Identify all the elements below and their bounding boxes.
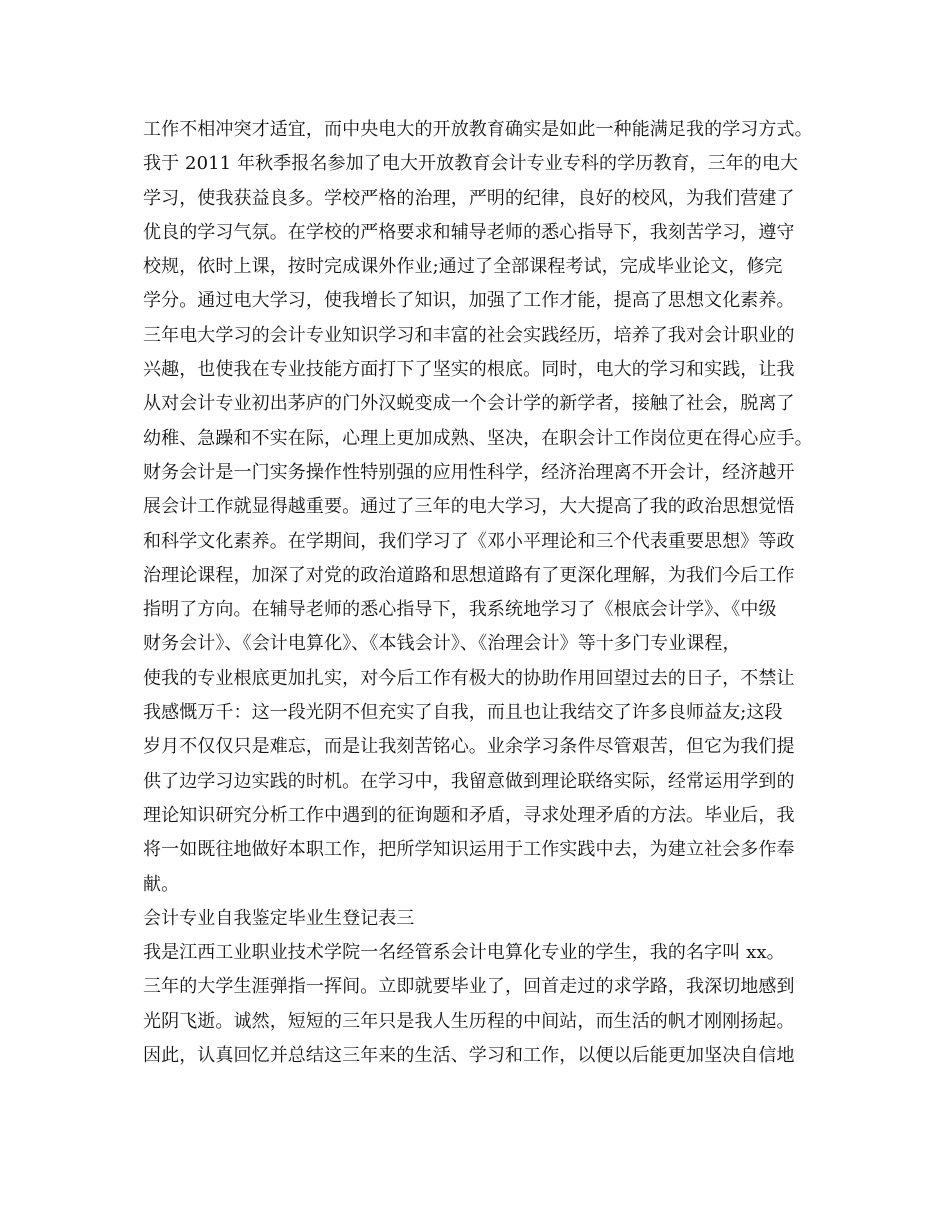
text-line: 供了边学习边实践的时机。在学习中，我留意做到理论联络实际，经常运用学到的	[143, 770, 795, 792]
text-line: 学分。通过电大学习，使我增长了知识，加强了工作才能，提高了思想文化素养。	[143, 290, 795, 312]
text-line: 治理论课程，加深了对党的政治道路和思想道路有了更深化理解，为我们今后工作	[143, 564, 795, 586]
section-heading: 会计专业自我鉴定毕业生登记表三	[143, 907, 415, 929]
text-line: 指明了方向。在辅导老师的悉心指导下，我系统地学习了《根底会计学》、《中级	[143, 599, 777, 621]
text-line: 工作不相冲突才适宜，而中央电大的开放教育确实是如此一种能满足我的学习方式。	[143, 119, 813, 140]
text-line: 因此，认真回忆并总结这三年来的生活、学习和工作，以便以后能更加坚决自信地	[143, 1045, 795, 1067]
text-line: 使我的专业根底更加扎实，对今后工作有极大的协助作用回望过去的日子，不禁让	[143, 667, 795, 689]
text-line: 将一如既往地做好本职工作，把所学知识运用于工作实践中去，为建立社会多作奉	[143, 839, 795, 861]
text-line: 三年电大学习的会计专业知识学习和丰富的社会实践经历，培养了我对会计职业的	[143, 324, 795, 346]
text-line: 财务会计》、《会计电算化》、《本钱会计》、《治理会计》等十多门专业课程，	[143, 633, 741, 655]
text-line: 我是江西工业职业技术学院一名经管系会计电算化专业的学生，我的名字叫 xx。	[143, 942, 785, 964]
text-line: 校规，依时上课，按时完成课外作业;通过了全部课程考试，完成毕业论文，修完	[143, 256, 783, 278]
text-line: 我感慨万千：这一段光阴不但充实了自我，而且也让我结交了许多良师益友;这段	[143, 702, 783, 724]
text-line: 三年的大学生涯弹指一挥间。立即就要毕业了，回首走过的求学路，我深切地感到	[143, 976, 795, 998]
text-line: 财务会计是一门实务操作性特别强的应用性科学，经济治理离不开会计，经济越开	[143, 461, 795, 483]
text-line: 从对会计专业初出茅庐的门外汉蜕变成一个会计学的新学者，接触了社会，脱离了	[143, 393, 795, 415]
text-line: 我于 2011 年秋季报名参加了电大开放教育会计专业专科的学历教育，三年的电大	[143, 153, 799, 175]
text-line: 和科学文化素养。在学期间，我们学习了《邓小平理论和三个代表重要思想》等政	[143, 530, 795, 552]
text-line: 展会计工作就显得越重要。通过了三年的电大学习，大大提高了我的政治思想觉悟	[143, 496, 795, 518]
text-line: 献。	[143, 873, 180, 895]
document-body	[143, 113, 843, 1073]
text-line: 幼稚、急躁和不实在际，心理上更加成熟、坚决，在职会计工作岗位更在得心应手。	[143, 427, 813, 449]
text-line: 优良的学习气氛。在学校的严格要求和辅导老师的悉心指导下，我刻苦学习，遵守	[143, 221, 795, 243]
text-line: 岁月不仅仅只是难忘，而是让我刻苦铭心。业余学习条件尽管艰苦，但它为我们提	[143, 736, 795, 758]
text-line: 兴趣，也使我在专业技能方面打下了坚实的根底。同时，电大的学习和实践，让我	[143, 359, 795, 381]
text-line: 光阴飞逝。诚然，短短的三年只是我人生历程的中间站，而生活的帆才刚刚扬起。	[143, 1010, 795, 1032]
text-line: 理论知识研究分析工作中遇到的征询题和矛盾，寻求处理矛盾的方法。毕业后，我	[143, 804, 795, 826]
text-line: 学习，使我获益良多。学校严格的治理，严明的纪律，良好的校风，为我们营建了	[143, 187, 795, 209]
